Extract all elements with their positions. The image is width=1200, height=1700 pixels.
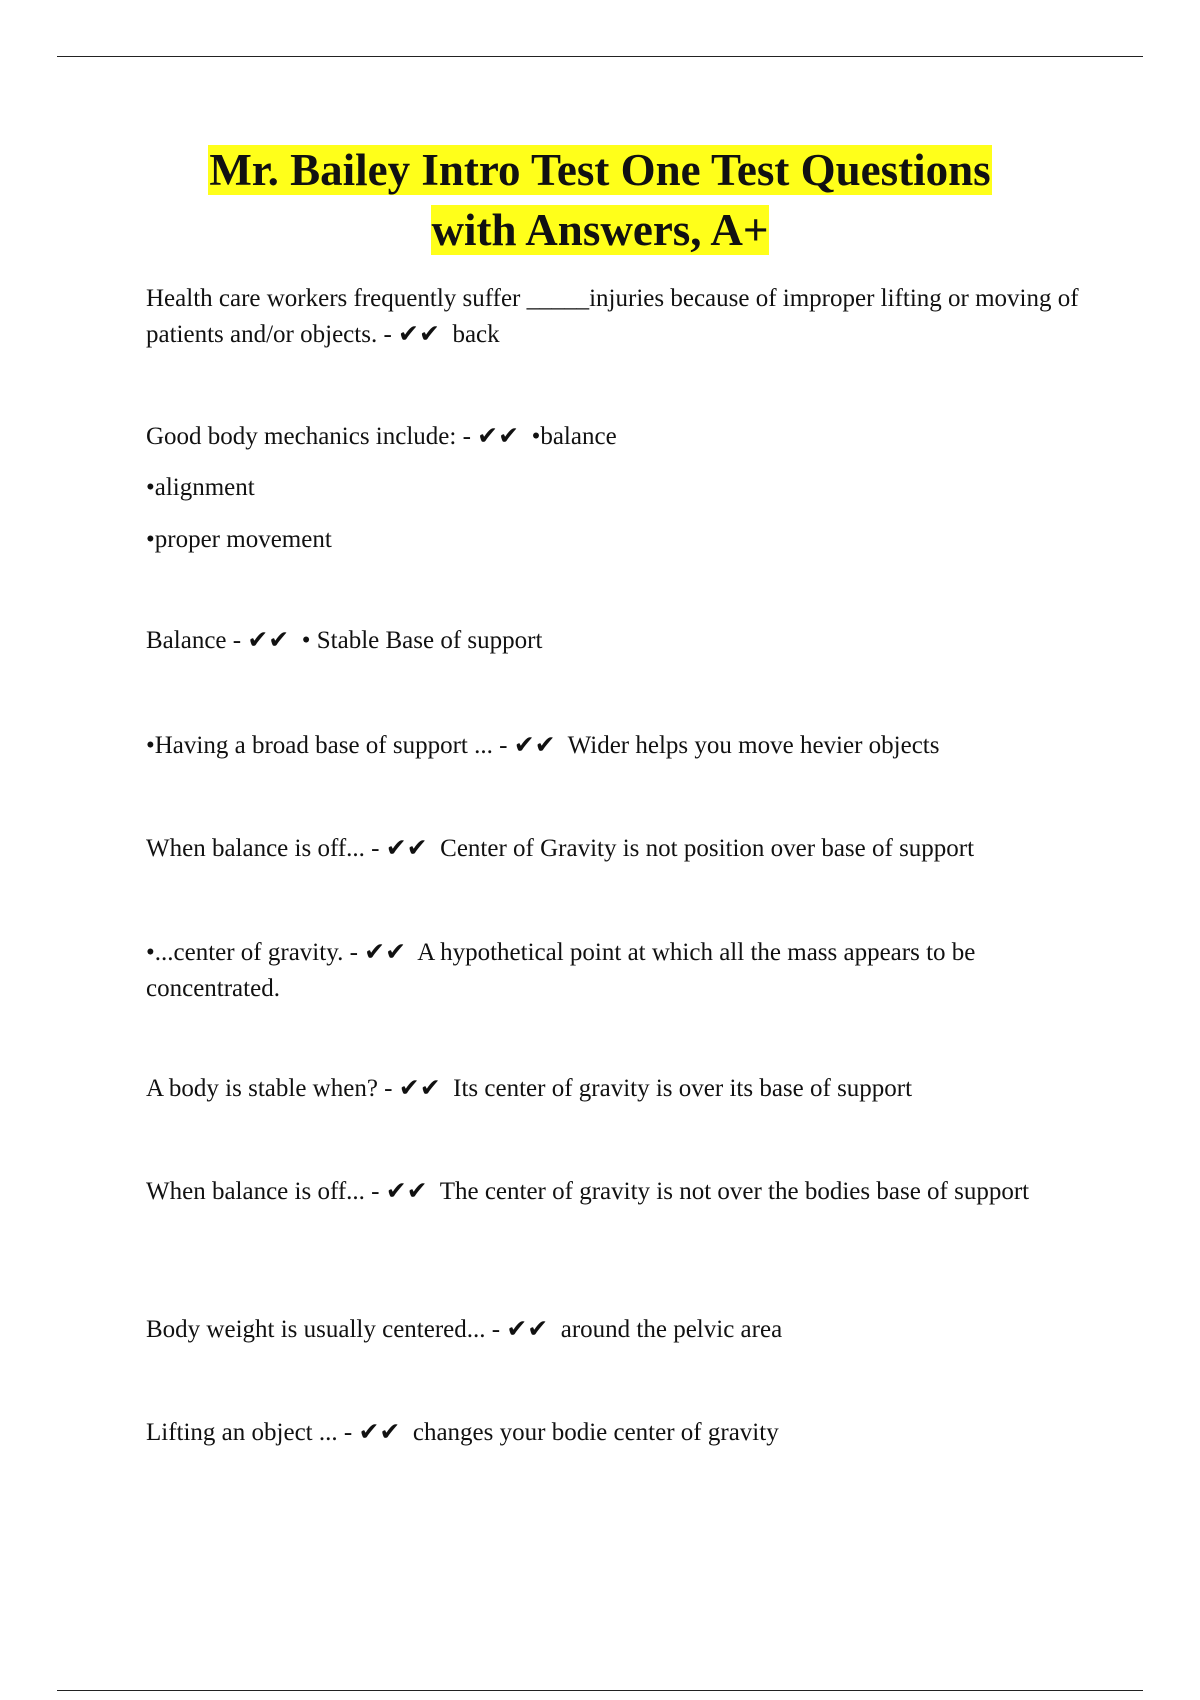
checkmark-icon: - ✔✔ [377, 1075, 447, 1102]
document-title [0, 140, 1200, 260]
question-text: A body is stable when? [146, 1075, 378, 1102]
checkmark-icon: - ✔✔ [364, 835, 434, 862]
answer-text: around the pelvic area [560, 1316, 783, 1343]
answer-text: • Stable Base of support [301, 627, 543, 654]
question-text: Balance [146, 627, 227, 654]
answer-text: back [452, 321, 500, 348]
answer-text: A hypothetical point at which all the mass appears to be concentrated. [146, 939, 976, 1002]
checkmark-icon: - ✔✔ [226, 627, 296, 654]
answer-text: The center of gravity is not over the bodies base of support [439, 1178, 1030, 1205]
answer-text: Center of Gravity is not position over base of support [440, 835, 975, 862]
checkmark-icon: - ✔✔ [337, 1419, 407, 1446]
checkmark-icon: - ✔✔ [456, 423, 526, 450]
qa-item [146, 1312, 1096, 1348]
qa-item [146, 281, 1096, 353]
answer-text: changes your bodie center of gravity [412, 1419, 779, 1446]
question-text: When balance is off... [146, 1178, 365, 1205]
question-text: •Having a broad base of support ... [146, 732, 493, 759]
qa-item [146, 831, 1136, 867]
title-line-1: Mr. Bailey Intro Test One Test Questions [209, 145, 991, 195]
title-line-2: with Answers, A+ [431, 205, 769, 255]
answer-continuation: •alignment [146, 474, 255, 501]
checkmark-icon: - ✔✔ [485, 1316, 555, 1343]
qa-item [146, 935, 1096, 1007]
question-text: Body weight is usually centered... [146, 1316, 486, 1343]
qa-item [146, 1071, 1096, 1107]
checkmark-icon: - ✔✔ [377, 321, 447, 348]
question-text: Health care workers frequently suffer _____injuries because of improper lifting or moving of patients and/or objects. [146, 285, 1079, 348]
checkmark-icon: - ✔✔ [364, 1178, 434, 1205]
bottom-rule [57, 1690, 1143, 1691]
qa-item [146, 1415, 1096, 1451]
question-text: •...center of gravity. [146, 939, 344, 966]
answer-continuation: •proper movement [146, 526, 332, 553]
qa-item [146, 623, 1096, 659]
top-rule [57, 56, 1143, 57]
answer-text: Wider helps you move hevier objects [567, 732, 940, 759]
answer-text: Its center of gravity is over its base of support [453, 1075, 913, 1102]
qa-item [146, 1174, 1096, 1210]
checkmark-icon: - ✔✔ [492, 732, 562, 759]
qa-item [146, 419, 1096, 455]
question-text: Good body mechanics include: [146, 423, 457, 450]
qa-item [146, 728, 1096, 764]
checkmark-icon: - ✔✔ [343, 939, 413, 966]
question-text: When balance is off... [146, 835, 365, 862]
question-text: Lifting an object ... [146, 1419, 338, 1446]
answer-text: •balance [531, 423, 617, 450]
